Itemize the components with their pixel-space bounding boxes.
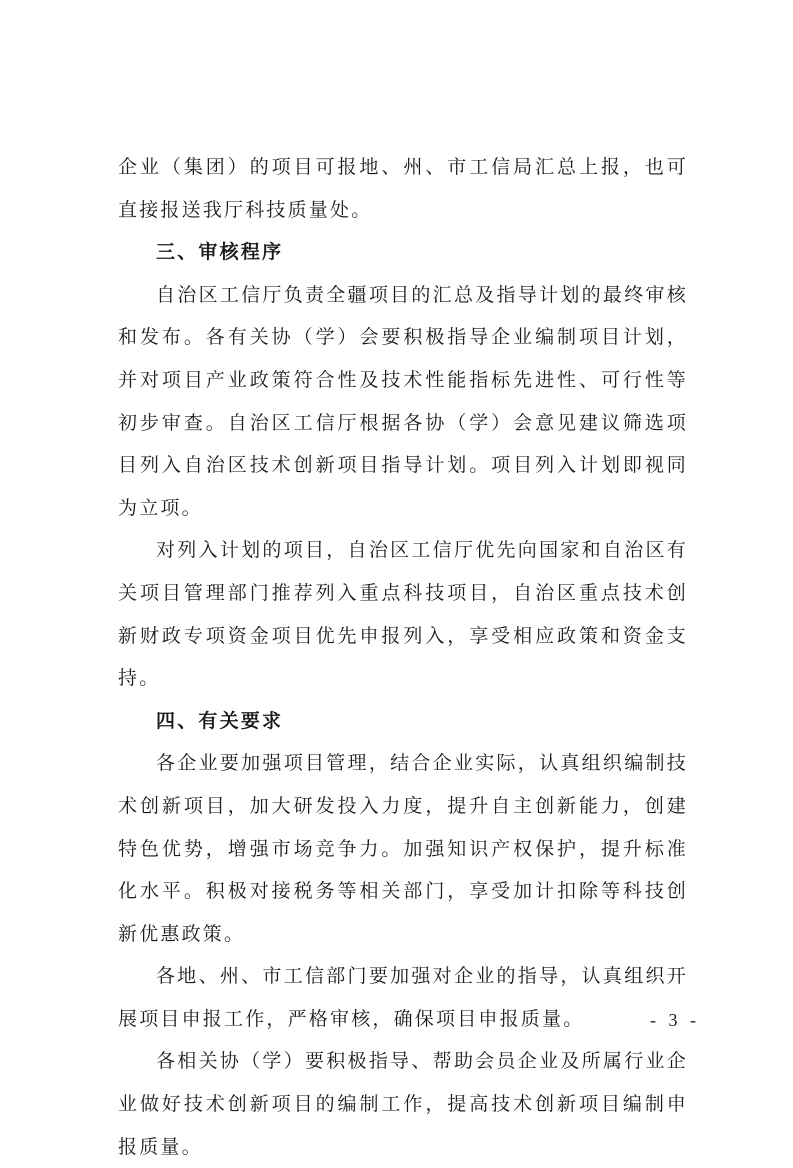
document-body bbox=[118, 146, 688, 1168]
paragraph-local-departments: 各地、州、市工信部门要加强对企业的指导，认真组织开展项目申报工作，严格审核，确保项目申报质量。 bbox=[118, 965, 688, 1030]
section-heading-requirements: 四、有关要求 bbox=[156, 709, 284, 732]
page-number: - 3 - bbox=[650, 1010, 700, 1030]
paragraph-review-responsibility: 自治区工信厅负责全疆项目的汇总及指导计划的最终审核和发布。各有关协（学）会要积极指导企业编制项目计划，并对项目产业政策符合性及技术性能指标先进性、可行性等初步审查。自治区工信厅根据各协（学）会意见建议筛选项目列入自治区技术创新项目指导计划。项目列入计划即视同为立项。 bbox=[118, 283, 688, 519]
paragraph-plan-priority: 对列入计划的项目，自治区工信厅优先向国家和自治区有关项目管理部门推荐列入重点科技项目，自治区重点技术创新财政专项资金项目优先申报列入，享受相应政策和资金支持。 bbox=[118, 539, 688, 690]
paragraph-continuation: 企业（集团）的项目可报地、州、市工信局汇总上报，也可直接报送我厅科技质量处。 bbox=[118, 156, 688, 221]
paragraph-associations: 各相关协（学）要积极指导、帮助会员企业及所属行业企业做好技术创新项目的编制工作，提高技术创新项目编制申报质量。 bbox=[118, 1050, 688, 1158]
section-heading-review-procedure: 三、审核程序 bbox=[156, 241, 284, 264]
paragraph-enterprise-requirements: 各企业要加强项目管理，结合企业实际，认真组织编制技术创新项目，加大研发投入力度，提升自主创新能力，创建特色优势，增强市场竞争力。加强知识产权保护，提升标准化水平。积极对接税务等相关部门，享受加计扣除等科技创新优惠政策。 bbox=[118, 752, 688, 945]
